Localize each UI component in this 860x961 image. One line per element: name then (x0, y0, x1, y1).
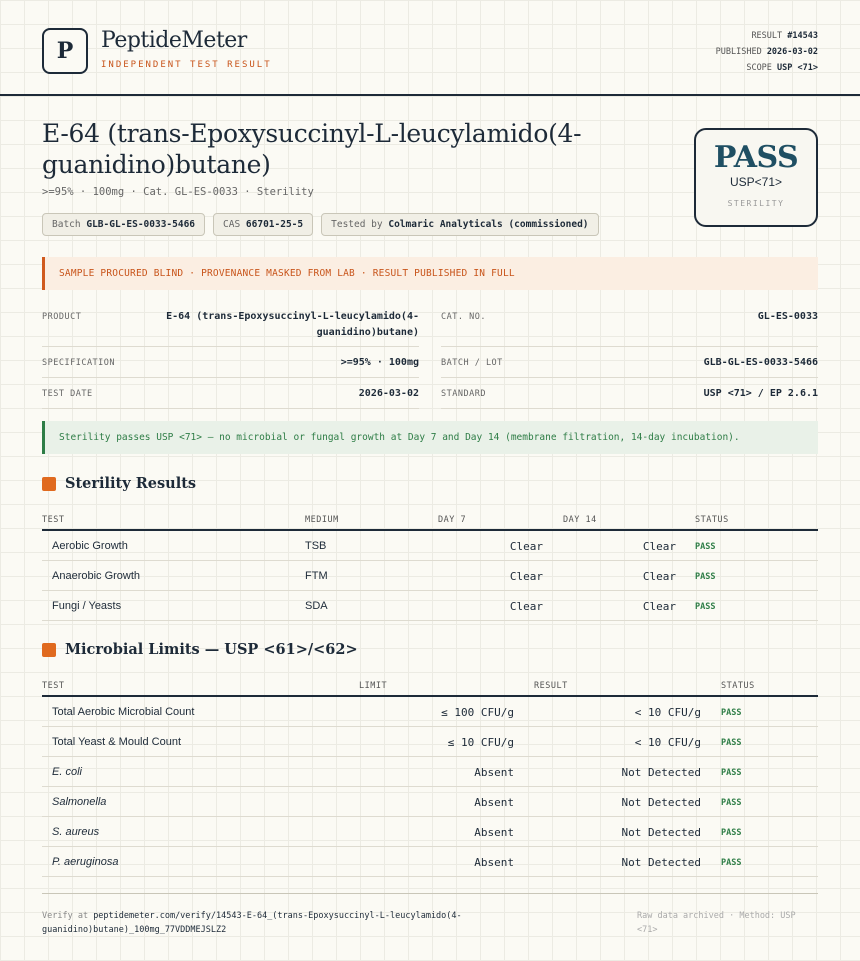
published-row: PUBLISHED 2026-03-02 (715, 47, 818, 57)
medium: FTM (305, 570, 328, 582)
standard-label: STANDARD (441, 389, 486, 399)
test-name: Anaerobic Growth (52, 570, 141, 582)
microbial-section-heading (42, 641, 358, 658)
status-badge: PASS (695, 572, 716, 582)
batch-lot-value: GLB-GL-ES-0033-5466 (703, 357, 818, 368)
divider (42, 346, 419, 347)
pass-badge (694, 128, 818, 227)
product-subtitle: >=95% · 100mg · Cat. GL-ES-0033 · Sterility (42, 186, 314, 198)
test-name: S. aureus (52, 826, 100, 838)
medium: TSB (305, 540, 327, 552)
test-date-value: 2026-03-02 (358, 388, 419, 399)
product-chips (42, 213, 599, 236)
table-header (42, 672, 818, 697)
table-row (42, 727, 818, 757)
section-marker-icon (42, 477, 56, 491)
day14-result: Clear (642, 570, 676, 583)
limit-value: ≤ 100 CFU/g (441, 706, 514, 719)
limit-value: Absent (474, 826, 514, 839)
status-badge: PASS (695, 602, 716, 612)
day14-result: Clear (642, 540, 676, 553)
column-header: LIMIT (359, 681, 388, 691)
cas-chip: CAS 66701-25-5 (213, 213, 313, 236)
medium: SDA (305, 600, 328, 612)
result-value: Not Detected (621, 766, 701, 779)
verdict-label: STERILITY (727, 199, 785, 208)
status-badge: PASS (721, 738, 742, 748)
batch-chip: Batch GLB-GL-ES-0033-5466 (42, 213, 205, 236)
table-row (42, 561, 818, 591)
status-badge: PASS (721, 828, 742, 838)
product-title: E-64 (trans-Epoxysuccinyl-L-leucylamido(4-guanidino)butane) (42, 119, 582, 179)
test-name: P. aeruginosa (52, 856, 119, 868)
test-date-label: TEST DATE (42, 389, 93, 399)
status-badge: PASS (721, 708, 742, 718)
verdict-word: PASS (713, 140, 799, 175)
verify-link[interactable]: peptidemeter.com/verify/14543-E-64_(trans-Epoxysuccinyl-L-leucylamido(4-guanidino)butane)_100mg_77VDDMEJSLZ2 (42, 911, 462, 935)
table-row (42, 531, 818, 561)
table-row (42, 757, 818, 787)
column-header: STATUS (695, 515, 729, 525)
section-title: Microbial Limits — USP <61>/<62> (65, 641, 358, 658)
verify-note: Verify at peptidemeter.com/verify/14543-E-64_(trans-Epoxysuccinyl-L-leucylamido(4-guanidino)butane)_100mg_77VDDMEJSLZ2 (42, 911, 462, 935)
limit-value: Absent (474, 796, 514, 809)
product-value: E-64 (trans-Epoxysuccinyl-L-leucylamido(4-guanidino)butane) (166, 311, 419, 338)
table-header (42, 506, 818, 531)
scope-value: USP <71> (777, 63, 818, 73)
column-header: TEST (42, 681, 65, 691)
column-header: DAY 14 (563, 515, 597, 525)
table-row (42, 591, 818, 621)
status-badge: PASS (721, 798, 742, 808)
blind-sample-banner: SAMPLE PROCURED BLIND · PROVENANCE MASKED FROM LAB · RESULT PUBLISHED IN FULL (42, 257, 818, 290)
test-name: E. coli (52, 766, 82, 778)
test-name: Total Yeast & Mould Count (52, 736, 182, 748)
test-name: Salmonella (52, 796, 107, 808)
brand-logo: P (42, 28, 88, 74)
result-value: Not Detected (621, 856, 701, 869)
cat-no-value: GL-ES-0033 (757, 311, 818, 322)
tested-by-chip: Tested by Colmaric Analyticals (commissioned) (321, 213, 598, 236)
batch-lot-label: BATCH / LOT (441, 358, 503, 368)
divider (42, 408, 419, 409)
section-title: Sterility Results (65, 475, 197, 492)
scope-row: SCOPE USP <71> (746, 63, 818, 73)
standard-value: USP <71> / EP 2.6.1 (703, 388, 818, 399)
table-row (42, 847, 818, 877)
section-marker-icon (42, 643, 56, 657)
verdict-standard: USP<71> (729, 175, 783, 189)
result-number-row: RESULT #14543 (751, 31, 818, 41)
table-row (42, 787, 818, 817)
result-number: #14543 (787, 31, 818, 41)
result-meta (716, 28, 818, 76)
status-badge: PASS (695, 542, 716, 552)
divider (441, 377, 818, 378)
column-header: DAY 7 (438, 515, 467, 525)
published-date: 2026-03-02 (766, 47, 818, 57)
column-header: MEDIUM (305, 515, 339, 525)
table-row (42, 697, 818, 727)
limit-value: ≤ 10 CFU/g (447, 736, 514, 749)
table-row (42, 817, 818, 847)
divider (441, 408, 818, 409)
sterility-section-heading (42, 475, 196, 492)
divider (441, 346, 818, 347)
specification-value: >=95% · 100mg (340, 357, 419, 368)
archive-note: Raw data archived · Method: USP <71> (637, 911, 796, 935)
footer-divider (42, 893, 818, 894)
result-value: Not Detected (621, 796, 701, 809)
microbial-limits-table (42, 672, 818, 877)
column-header: TEST (42, 515, 65, 525)
status-badge: PASS (721, 768, 742, 778)
day7-result: Clear (509, 600, 543, 613)
test-name: Total Aerobic Microbial Count (52, 706, 195, 718)
sterility-table (42, 506, 818, 621)
product-label: PRODUCT (42, 312, 82, 322)
specification-label: SPECIFICATION (42, 358, 116, 368)
test-name: Fungi / Yeasts (52, 600, 122, 612)
day14-result: Clear (642, 600, 676, 613)
limit-value: Absent (474, 766, 514, 779)
divider (42, 377, 419, 378)
result-value: < 10 CFU/g (634, 736, 701, 749)
cat-no-label: CAT. NO. (441, 312, 486, 322)
status-badge: PASS (721, 858, 742, 868)
limit-value: Absent (474, 856, 514, 869)
test-name: Aerobic Growth (52, 540, 128, 552)
brand-name: PeptideMeter (101, 28, 247, 53)
day7-result: Clear (509, 540, 543, 553)
result-value: Not Detected (621, 826, 701, 839)
result-value: < 10 CFU/g (634, 706, 701, 719)
day7-result: Clear (509, 570, 543, 583)
column-header: RESULT (534, 681, 568, 691)
sterility-summary-banner: Sterility passes USP <71> — no microbial or fungal growth at Day 7 and Day 14 (membrane filtration, 14-day incubation). (42, 421, 818, 454)
brand-tagline: INDEPENDENT TEST RESULT (101, 60, 272, 70)
column-header: STATUS (721, 681, 755, 691)
report-header (0, 0, 860, 96)
